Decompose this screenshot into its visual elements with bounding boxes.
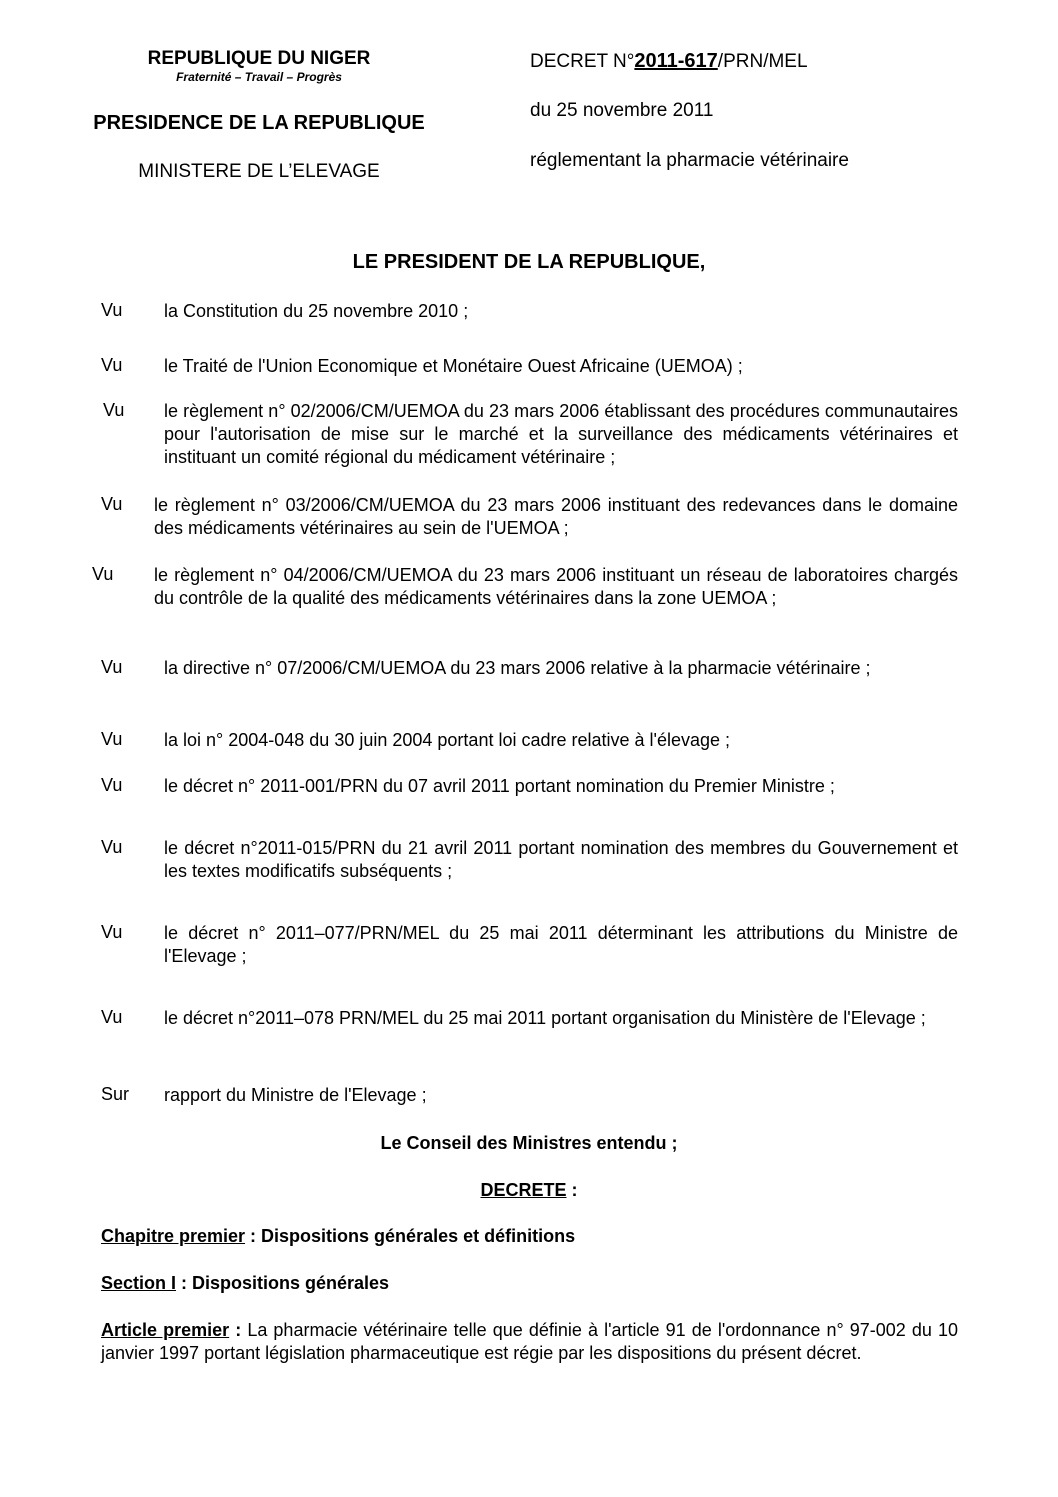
visa-text: le décret n° 2011-001/PRN du 07 avril 2011 portant nomination du Premier Ministre ;	[164, 776, 835, 796]
visa-tag: Vu	[101, 837, 123, 857]
decrete-word: DECRETE	[480, 1180, 567, 1200]
visa-tag: Vu	[101, 729, 123, 749]
visa-tag: Vu	[101, 300, 123, 320]
decree-suffix: /PRN/MEL	[717, 51, 808, 72]
section-title: : Dispositions générales	[176, 1273, 390, 1293]
article-text: La pharmacie vétérinaire telle que définie à l'article 91 de l'ordonnance n° 97-002 du 10 janvier 1997 portant législation pharmaceutique est régie par les dispositions du présent décret.	[101, 1320, 959, 1363]
visa-text: le règlement n° 03/2006/CM/UEMOA du 23 mars 2006 instituant des redevances dans le domaine des médicaments vétérinaires au sein de l'UEMOA ;	[154, 495, 958, 538]
decree-prefix: DECRET N°	[530, 51, 635, 72]
visa-text: le décret n°2011–078 PRN/MEL du 25 mai 2011 portant organisation du Ministère de l'Elevage ;	[164, 1008, 926, 1028]
decrete-suffix: :	[566, 1180, 578, 1200]
visa-tag: Vu	[101, 1007, 123, 1027]
visa-text: la Constitution du 25 novembre 2010 ;	[164, 301, 469, 321]
article-label: Article premier	[101, 1320, 230, 1340]
visa-text: le règlement n° 04/2006/CM/UEMOA du 23 mars 2006 instituant un réseau de laboratoires chargés du contrôle de la qualité des médicaments vétérinaires dans la zone UEMOA ;	[154, 565, 958, 608]
visa-tag: Vu	[101, 494, 123, 514]
visa-text: le décret n°2011-015/PRN du 21 avril 2011 portant nomination des membres du Gouvernement et les textes modificatifs subséquents ;	[164, 838, 958, 881]
country-name: REPUBLIQUE DU NIGER	[147, 48, 371, 69]
visa-tag: Vu	[103, 400, 125, 420]
article-paragraph	[101, 1319, 958, 1365]
visa-text: le décret n° 2011–077/PRN/MEL du 25 mai 2011 déterminant les attributions du Ministre de l'Elevage ;	[164, 923, 958, 966]
page-title: LE PRESIDENT DE LA REPUBLIQUE,	[352, 251, 706, 273]
article-separator: :	[229, 1320, 248, 1340]
visa-tag: Vu	[101, 355, 123, 375]
chapter-label: Chapitre premier	[101, 1226, 246, 1246]
visa-tag: Vu	[101, 922, 123, 942]
visa-tag: Vu	[92, 564, 114, 584]
visa-text: rapport du Ministre de l'Elevage ;	[164, 1085, 427, 1105]
visa-text: le règlement n° 02/2006/CM/UEMOA du 23 mars 2006 établissant des procédures communautaires pour l'autorisation de mise sur le marché et la surveillance des médicaments vétérinaires et instituant un comité régional du médicament vétérinaire ;	[164, 401, 958, 467]
visa-text: le Traité de l'Union Economique et Monétaire Ouest Africaine (UEMOA) ;	[164, 356, 743, 376]
chapter-title: : Dispositions générales et définitions	[245, 1226, 576, 1246]
chapter-heading	[101, 1225, 575, 1248]
visa-tag: Vu	[101, 775, 123, 795]
decree-subject: réglementant la pharmacie vétérinaire	[530, 150, 849, 171]
council-statement: Le Conseil des Ministres entendu ;	[380, 1133, 678, 1153]
visa-text: la loi n° 2004-048 du 30 juin 2004 portant loi cadre relative à l'élevage ;	[164, 730, 731, 750]
presidency-label: PRESIDENCE DE LA REPUBLIQUE	[93, 112, 425, 134]
section-label: Section I	[101, 1273, 177, 1293]
visa-tag: Vu	[101, 657, 123, 677]
decrete-heading	[0, 1179, 1058, 1202]
visa-tag: Sur	[101, 1084, 130, 1104]
decree-number: 2011-617	[634, 50, 718, 72]
section-heading	[101, 1272, 389, 1295]
decree-date: du 25 novembre 2011	[530, 100, 714, 121]
visa-text: la directive n° 07/2006/CM/UEMOA du 23 mars 2006 relative à la pharmacie vétérinaire ;	[164, 658, 871, 678]
ministry-label: MINISTERE DE L’ELEVAGE	[138, 161, 380, 182]
national-motto: Fraternité – Travail – Progrès	[176, 70, 342, 84]
decree-reference	[530, 50, 808, 73]
